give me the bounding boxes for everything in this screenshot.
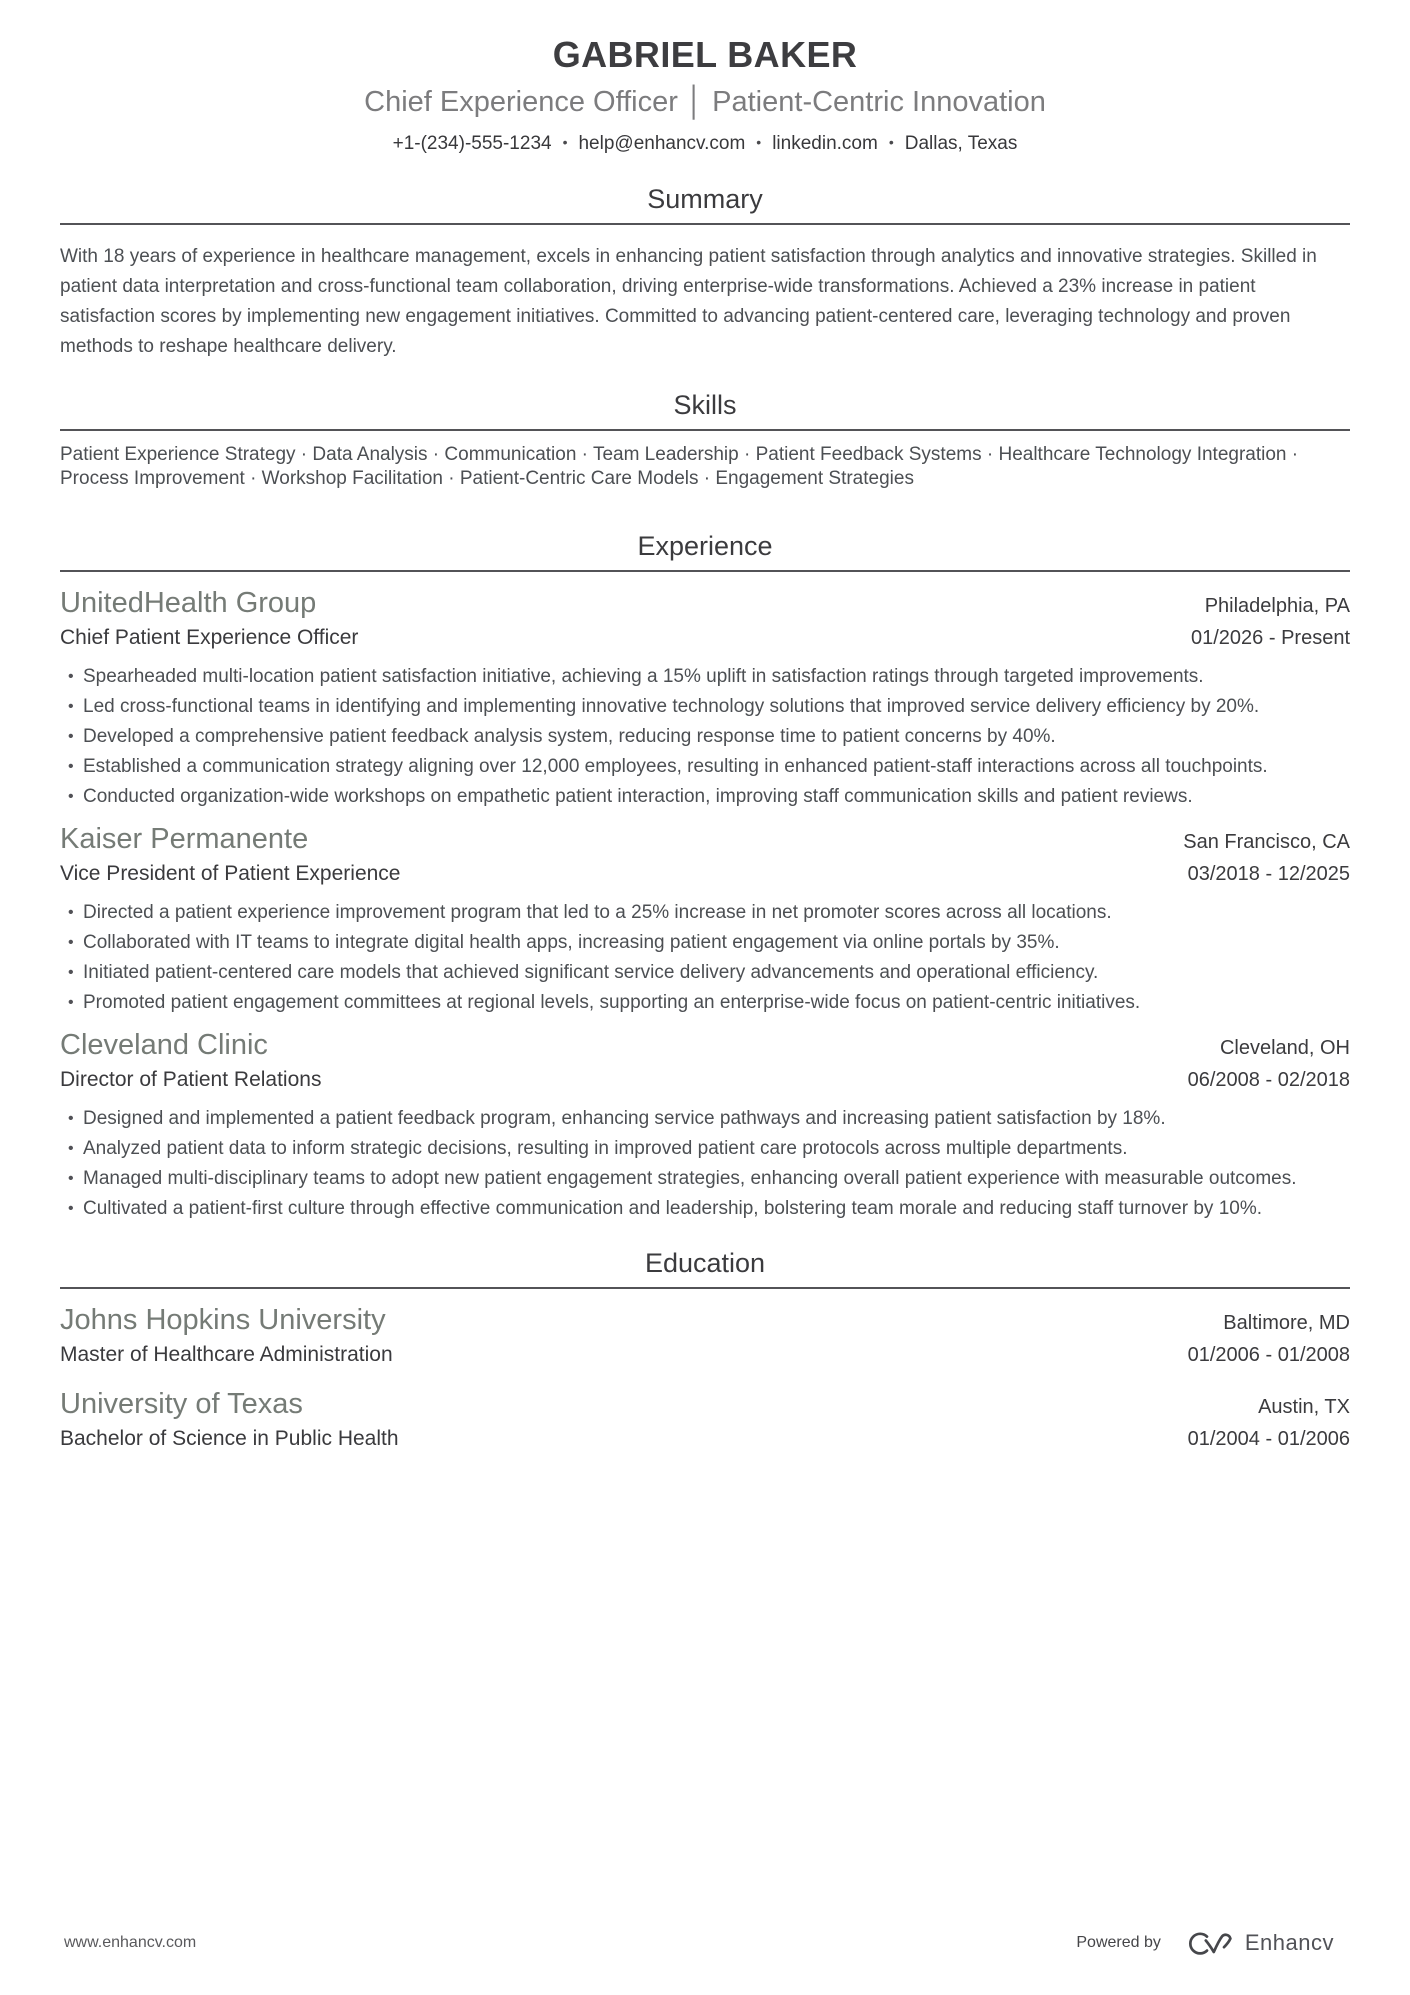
powered-by-enhancv[interactable]: [1076, 1929, 1334, 1957]
bullet-item: • Analyzed patient data to inform strategic decisions, resulting in improved patient care protocols across multiple departments.: [83, 1134, 1350, 1164]
job-location: San Francisco, CA: [1183, 831, 1350, 853]
job-dates: 03/2018 - 12/2025: [1187, 863, 1350, 885]
bullet-item: • Directed a patient experience improvement program that led to a 25% increase in net promoter scores across all locations.: [83, 898, 1350, 928]
job-title: Director of Patient Relations: [60, 1068, 322, 1091]
education-section: [60, 1248, 1350, 1453]
bullet-item: • Promoted patient engagement committees at regional levels, supporting an enterprise-wide focus on patient-centric initiatives.: [83, 988, 1350, 1018]
page-footer: [64, 1929, 1334, 1957]
skills-list: Patient Experience Strategy · Data Analysis · Communication · Team Leadership · Patient Feedback Systems · Healthcare Technology Integration · Process Improvement · Workshop Facilitation · Patient-Centric Care Models · Engagement Strategies: [60, 444, 1299, 489]
enhancv-logo-icon: [1185, 1929, 1235, 1957]
bullet-item: • Collaborated with IT teams to integrate digital health apps, increasing patient engagement via online portals by 35%.: [83, 928, 1350, 958]
bullet-item: • Spearheaded multi-location patient satisfaction initiative, achieving a 15% uplift in satisfaction ratings through targeted improvements.: [83, 662, 1350, 692]
section-divider: [60, 223, 1350, 225]
education-entry: [60, 1385, 1350, 1453]
resume-header: [60, 34, 1350, 156]
contact-email[interactable]: help@enhancv.com: [578, 133, 746, 154]
job-title: Chief Patient Experience Officer: [60, 626, 359, 649]
job-location: Philadelphia, PA: [1204, 595, 1350, 617]
job-dates: 01/2026 - Present: [1191, 627, 1350, 649]
footer-website-link[interactable]: www.enhancv.com: [64, 1934, 197, 1951]
bullet-item: • Cultivated a patient-first culture through effective communication and leadership, bolstering team morale and reducing staff turnover by 10%.: [83, 1194, 1350, 1224]
education-dates: 01/2006 - 01/2008: [1187, 1344, 1350, 1366]
job-title: Vice President of Patient Experience: [60, 862, 401, 885]
job-bullets: [60, 662, 1350, 812]
job-dates: 06/2008 - 02/2018: [1187, 1069, 1350, 1091]
company-name: Cleveland Clinic: [60, 1029, 268, 1061]
contact-phone: +1-(234)-555-1234: [392, 133, 552, 154]
job-location: Cleveland, OH: [1219, 1037, 1350, 1059]
candidate-headline: Chief Experience Officer │ Patient-Centric Innovation: [364, 86, 1046, 118]
job-bullets: [60, 898, 1350, 1018]
summary-section: [60, 184, 1350, 362]
experience-entry: [60, 1026, 1350, 1224]
bullet-item: • Managed multi-disciplinary teams to adopt new patient engagement strategies, enhancing overall patient experience with measurable outcomes.: [83, 1164, 1350, 1194]
section-divider: [60, 1287, 1350, 1289]
section-divider: [60, 570, 1350, 572]
job-bullets: [60, 1104, 1350, 1224]
contact-location: Dallas, Texas: [904, 133, 1018, 154]
education-title: Education: [644, 1248, 766, 1278]
company-name: Kaiser Permanente: [60, 823, 309, 855]
skills-title: Skills: [673, 390, 737, 420]
experience-section: [60, 531, 1350, 1224]
experience-entry: [60, 820, 1350, 1018]
bullet-item: • Conducted organization-wide workshops on empathetic patient interaction, improving staff communication skills and patient reviews.: [83, 782, 1350, 812]
school-name: University of Texas: [60, 1388, 303, 1420]
bullet-item: • Initiated patient-centered care models that achieved significant service delivery advancements and operational efficiency.: [83, 958, 1350, 988]
enhancv-wordmark: Enhancv: [1244, 1930, 1334, 1955]
bullet-item: • Designed and implemented a patient feedback program, enhancing service pathways and increasing patient satisfaction by 18%.: [83, 1104, 1350, 1134]
experience-entry: [60, 584, 1350, 812]
section-divider: [60, 429, 1350, 431]
contact-row: [60, 132, 1350, 156]
education-dates: 01/2004 - 01/2006: [1187, 1428, 1350, 1450]
bullet-item: • Led cross-functional teams in identifying and implementing innovative technology solutions that improved service delivery efficiency by 20%.: [83, 692, 1350, 722]
contact-separator: •: [888, 134, 894, 150]
degree-name: Bachelor of Science in Public Health: [60, 1427, 399, 1450]
bullet-item: • Developed a comprehensive patient feedback analysis system, reducing response time to patient concerns by 40%.: [83, 722, 1350, 752]
skills-section: [60, 390, 1350, 491]
summary-title: Summary: [647, 184, 763, 214]
summary-text: With 18 years of experience in healthcare management, excels in enhancing patient satisfaction through analytics and innovative strategies. Skilled in patient data interpretation and cross-functional team collaboration, driving enterprise-wide transformations. Achieved a 23% increase in patient satisfaction scores by implementing new engagement initiatives. Committed to advancing patient-centered care, leveraging technology and proven methods to reshape healthcare delivery.: [60, 246, 1317, 357]
degree-name: Master of Healthcare Administration: [60, 1343, 393, 1366]
contact-separator: •: [756, 134, 762, 150]
experience-title: Experience: [637, 531, 773, 561]
school-location: Baltimore, MD: [1223, 1312, 1350, 1334]
candidate-name: GABRIEL BAKER: [552, 34, 858, 75]
school-name: Johns Hopkins University: [60, 1304, 386, 1336]
contact-linkedin[interactable]: linkedin.com: [772, 133, 878, 154]
bullet-item: • Established a communication strategy aligning over 12,000 employees, resulting in enhanced patient-staff interactions across all touchpoints.: [83, 752, 1350, 782]
powered-by-label: Powered by: [1076, 1934, 1161, 1951]
contact-separator: •: [562, 134, 568, 150]
school-location: Austin, TX: [1258, 1396, 1350, 1418]
education-entry: [60, 1301, 1350, 1369]
company-name: UnitedHealth Group: [60, 587, 317, 619]
